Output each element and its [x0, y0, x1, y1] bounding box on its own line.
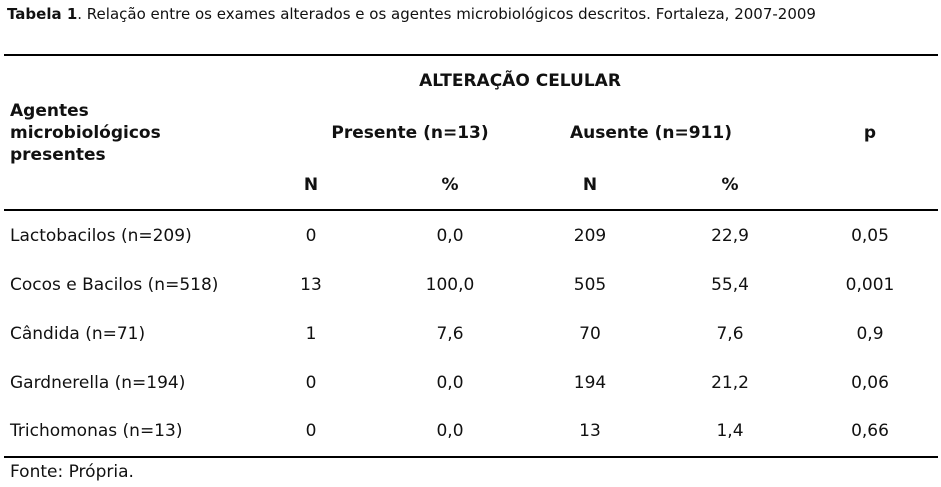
table-source-note: Fonte: Própria. [10, 462, 134, 482]
sub-header-presente-pct: % [441, 175, 459, 195]
table-cell-presente-pct: 0,0 [436, 421, 464, 441]
table-cell-ausente-n: 70 [579, 324, 601, 344]
header-bottom-rule [4, 209, 938, 211]
sub-header-presente-n: N [303, 175, 319, 195]
table-top-rule [4, 54, 938, 56]
table-cell-p: 0,06 [851, 373, 889, 393]
table-cell-ausente-n: 194 [573, 373, 607, 393]
table-row-agent: Gardnerella (n=194) [10, 373, 186, 393]
table-cell-presente-n: 0 [305, 226, 317, 246]
table-cell-presente-pct: 0,0 [436, 373, 464, 393]
table-row-agent: Lactobacilos (n=209) [10, 226, 192, 246]
ausente-header: Ausente (n=911) [570, 123, 732, 143]
stub-header [10, 100, 210, 166]
table-cell-p: 0,66 [851, 421, 889, 441]
table-bottom-rule [4, 456, 938, 458]
table-row-agent: Cândida (n=71) [10, 324, 146, 344]
table-cell-presente-n: 13 [300, 275, 322, 295]
table-cell-p: 0,05 [851, 226, 889, 246]
p-header: p [863, 123, 877, 143]
table-row-agent: Cocos e Bacilos (n=518) [10, 275, 219, 295]
stub-header-line-1: Agentes [10, 101, 89, 121]
table-cell-presente-n: 1 [305, 324, 317, 344]
stub-header-line-2: microbiológicos [10, 123, 161, 143]
table-cell-ausente-n: 209 [573, 226, 607, 246]
group-header: ALTERAÇÃO CELULAR [419, 71, 621, 91]
table-cell-presente-pct: 7,6 [436, 324, 464, 344]
table-caption-label: Tabela 1 [7, 5, 78, 23]
stub-header-line-3: presentes [10, 145, 106, 165]
presente-header: Presente (n=13) [331, 123, 489, 143]
table-cell-presente-pct: 0,0 [436, 226, 464, 246]
table-cell-ausente-n: 13 [579, 421, 601, 441]
sub-header-ausente-n: N [582, 175, 598, 195]
table-cell-ausente-pct: 7,6 [716, 324, 744, 344]
table-cell-p: 0,9 [856, 324, 884, 344]
table-row-agent: Trichomonas (n=13) [10, 421, 183, 441]
sub-header-ausente-pct: % [721, 175, 739, 195]
table-cell-ausente-pct: 55,4 [711, 275, 749, 295]
table-cell-presente-n: 0 [305, 421, 317, 441]
table-cell-ausente-pct: 22,9 [711, 226, 749, 246]
table-cell-presente-n: 0 [305, 373, 317, 393]
table-cell-ausente-pct: 21,2 [711, 373, 749, 393]
table-caption-text: . Relação entre os exames alterados e os agentes microbiológicos descritos. Fortaleza, 2007-2009 [77, 5, 816, 23]
table-cell-presente-pct: 100,0 [425, 275, 475, 295]
table-caption [7, 5, 816, 23]
table-cell-ausente-pct: 1,4 [716, 421, 744, 441]
table-cell-p: 0,001 [845, 275, 895, 295]
table-cell-ausente-n: 505 [573, 275, 607, 295]
